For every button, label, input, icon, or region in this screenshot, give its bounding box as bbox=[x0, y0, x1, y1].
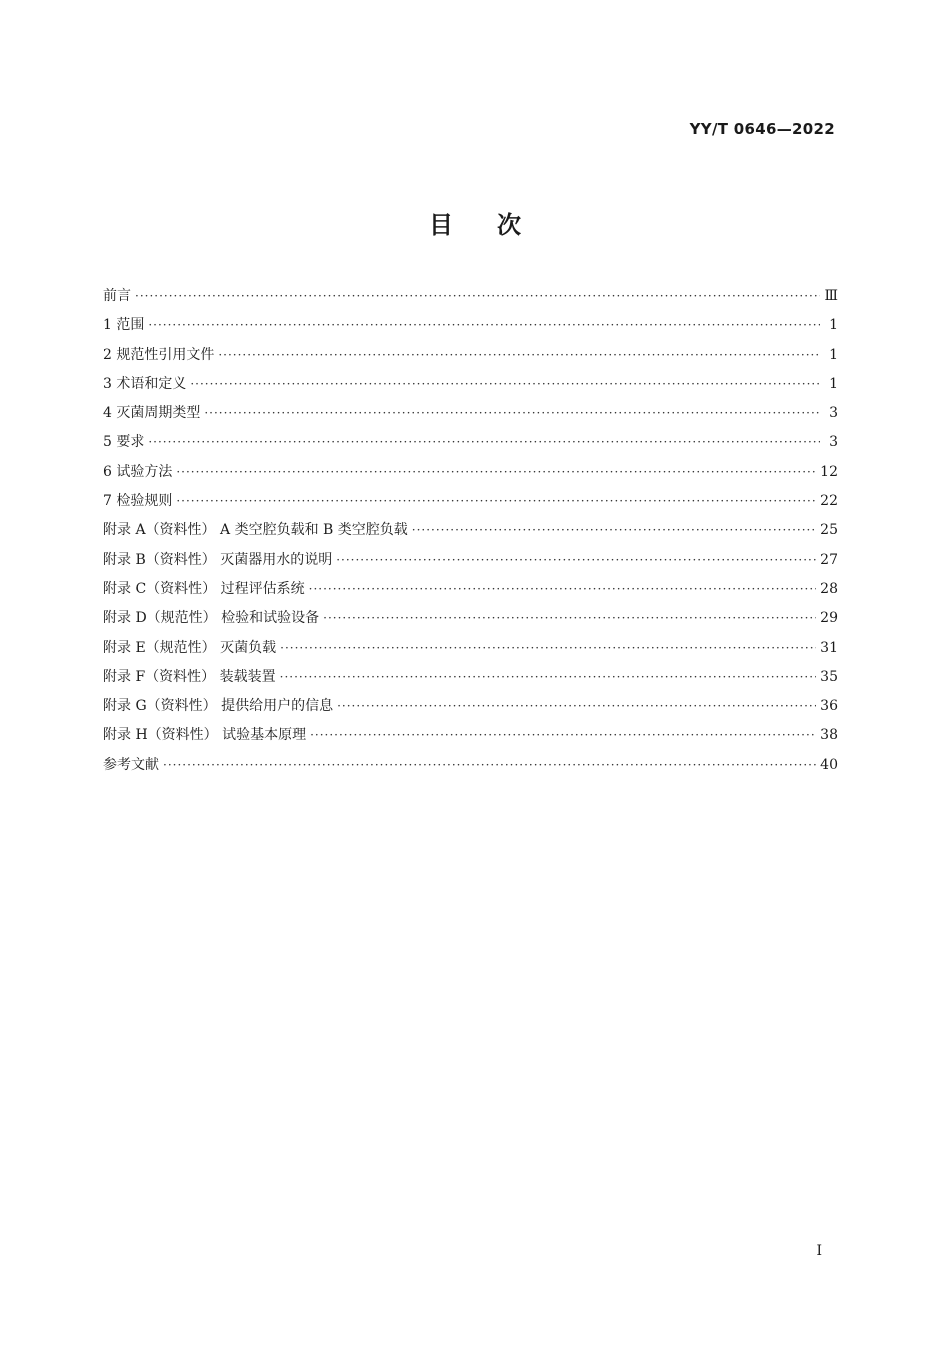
toc-entry[interactable] bbox=[103, 399, 838, 428]
toc-entry-page: 22 bbox=[820, 493, 838, 510]
toc-entry[interactable] bbox=[103, 634, 838, 663]
toc-dot-leader bbox=[336, 546, 816, 575]
toc-dot-leader bbox=[176, 458, 816, 487]
toc-entry[interactable] bbox=[103, 721, 838, 750]
toc-entry-text: 4 灭菌周期类型 bbox=[103, 405, 201, 422]
table-of-contents bbox=[103, 282, 838, 780]
toc-entry-text: 5 要求 bbox=[103, 434, 145, 451]
toc-dot-leader bbox=[148, 311, 820, 340]
toc-dot-leader bbox=[204, 399, 820, 428]
toc-entry[interactable] bbox=[103, 546, 838, 575]
toc-entry[interactable] bbox=[103, 458, 838, 487]
toc-entry-page: 3 bbox=[829, 434, 838, 451]
toc-entry[interactable] bbox=[103, 311, 838, 340]
toc-entry[interactable] bbox=[103, 604, 838, 633]
toc-entry-page: 29 bbox=[820, 610, 838, 627]
toc-entry-text: 附录 E（规范性） 灭菌负载 bbox=[103, 639, 277, 656]
toc-entry-text: 附录 G（资料性） 提供给用户的信息 bbox=[103, 698, 334, 715]
toc-entry-page: 25 bbox=[820, 522, 838, 539]
toc-dot-leader bbox=[163, 751, 816, 780]
toc-entry-page: 40 bbox=[820, 756, 838, 773]
toc-entry-page: 28 bbox=[820, 580, 838, 597]
toc-dot-leader bbox=[337, 692, 816, 721]
toc-dot-leader bbox=[309, 575, 817, 604]
toc-dot-leader bbox=[280, 634, 816, 663]
toc-entry-text: 6 试验方法 bbox=[103, 463, 173, 480]
toc-dot-leader bbox=[148, 428, 820, 457]
toc-entry[interactable] bbox=[103, 370, 838, 399]
toc-dot-leader bbox=[190, 370, 820, 399]
toc-entry-text: 参考文献 bbox=[103, 756, 159, 773]
page-number: I bbox=[816, 1243, 822, 1259]
toc-entry-page: 31 bbox=[820, 639, 838, 656]
toc-dot-leader bbox=[412, 516, 816, 545]
toc-entry-text: 附录 C（资料性） 过程评估系统 bbox=[103, 580, 305, 597]
toc-dot-leader bbox=[218, 341, 820, 370]
toc-entry-text: 7 检验规则 bbox=[103, 493, 173, 510]
toc-entry-text: 附录 A（资料性） A 类空腔负载和 B 类空腔负载 bbox=[103, 522, 408, 539]
toc-entry-page: 36 bbox=[820, 698, 838, 715]
toc-entry-page: 27 bbox=[820, 551, 838, 568]
toc-entry-page: 1 bbox=[829, 346, 838, 363]
toc-title: 目次 bbox=[429, 211, 565, 239]
toc-entry-text: 附录 B（资料性） 灭菌器用水的说明 bbox=[103, 551, 333, 568]
toc-entry-page: 12 bbox=[820, 463, 838, 480]
toc-dot-leader bbox=[135, 282, 820, 311]
toc-entry[interactable] bbox=[103, 487, 838, 516]
toc-entry[interactable] bbox=[103, 516, 838, 545]
toc-entry-page: 38 bbox=[820, 727, 838, 744]
toc-entry-text: 1 范围 bbox=[103, 317, 145, 334]
standard-number: YY/T 0646—2022 bbox=[689, 120, 835, 138]
toc-entry-text: 2 规范性引用文件 bbox=[103, 346, 215, 363]
toc-entry-page: 1 bbox=[829, 375, 838, 392]
toc-entry[interactable] bbox=[103, 663, 838, 692]
toc-entry-text: 附录 D（规范性） 检验和试验设备 bbox=[103, 610, 320, 627]
toc-entry-text: 3 术语和定义 bbox=[103, 375, 187, 392]
toc-entry[interactable] bbox=[103, 282, 838, 311]
toc-entry[interactable] bbox=[103, 751, 838, 780]
toc-dot-leader bbox=[323, 604, 816, 633]
toc-entry-text: 前言 bbox=[103, 288, 131, 304]
toc-entry-page: 1 bbox=[829, 317, 838, 334]
toc-entry-text: 附录 H（资料性） 试验基本原理 bbox=[103, 727, 307, 744]
toc-entry[interactable] bbox=[103, 692, 838, 721]
toc-entry[interactable] bbox=[103, 575, 838, 604]
toc-entry-page: Ⅲ bbox=[824, 288, 838, 304]
toc-entry[interactable] bbox=[103, 341, 838, 370]
toc-dot-leader bbox=[176, 487, 816, 516]
toc-entry-text: 附录 F（资料性） 装载装置 bbox=[103, 668, 276, 685]
toc-dot-leader bbox=[310, 721, 816, 750]
toc-entry-page: 35 bbox=[820, 668, 838, 685]
toc-entry[interactable] bbox=[103, 428, 838, 457]
toc-dot-leader bbox=[280, 663, 817, 692]
toc-entry-page: 3 bbox=[829, 405, 838, 422]
